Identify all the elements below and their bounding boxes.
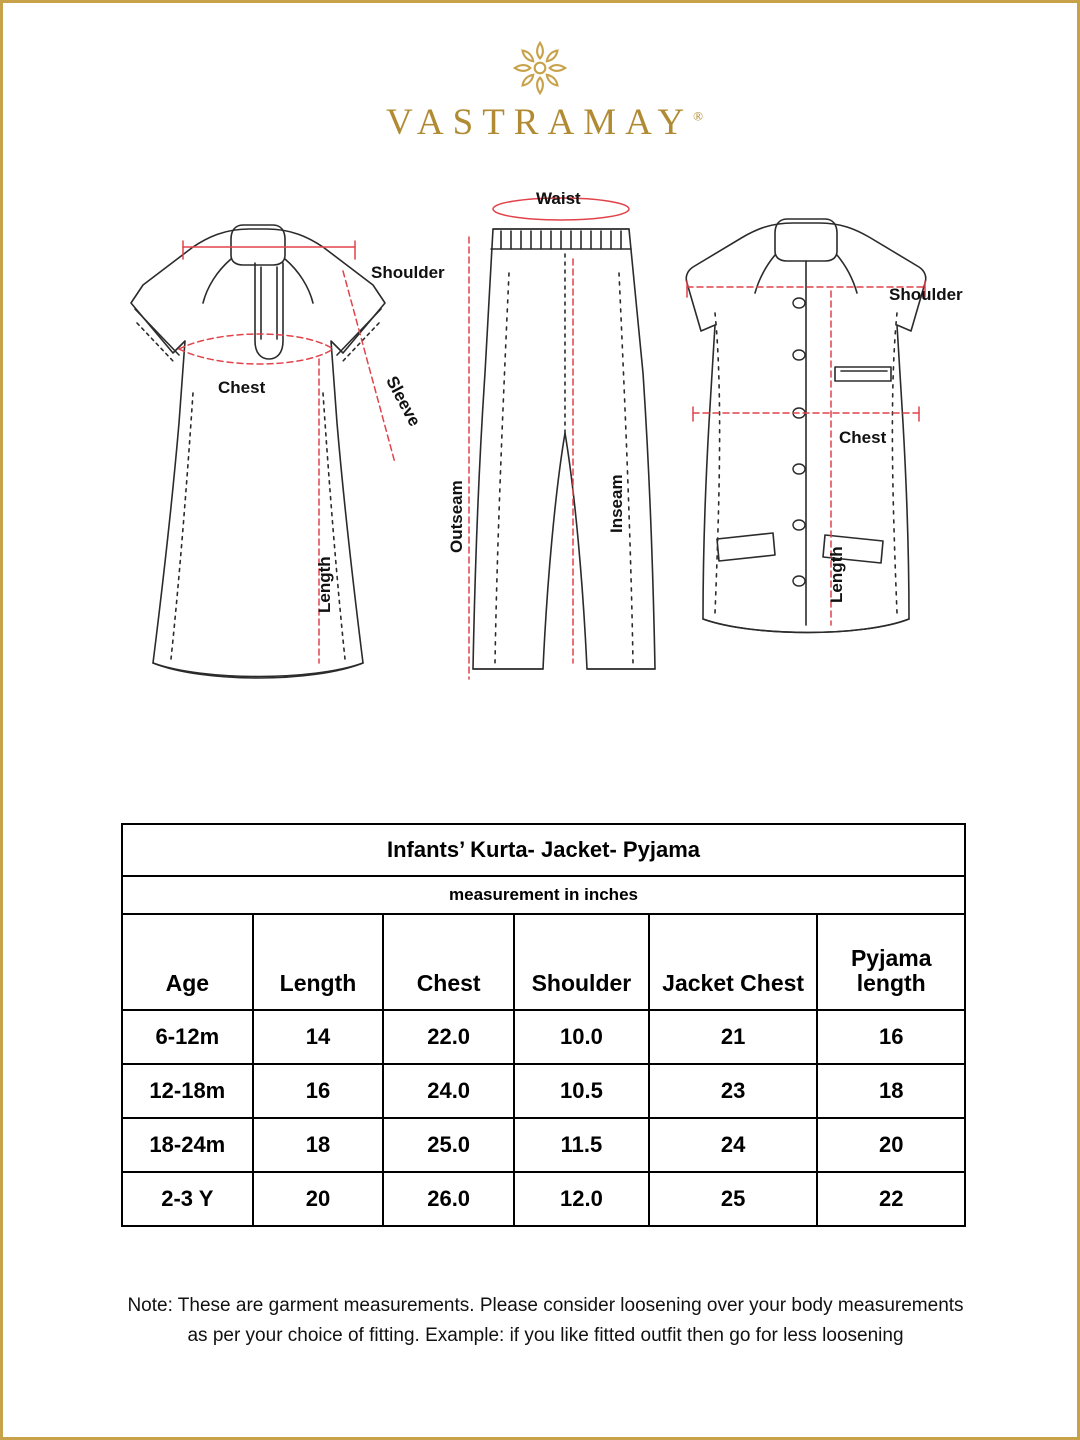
note-line-1: Note: These are garment measurements. Please consider loosening over your body measurements	[127, 1295, 964, 1316]
cell-pyjama-length: 22	[817, 1172, 965, 1226]
cell-length: 16	[253, 1064, 384, 1118]
column-header-length: Length	[253, 914, 384, 1010]
cell-age: 6-12m	[122, 1010, 253, 1064]
pyjama-waist-label: Waist	[536, 189, 581, 208]
garment-line-art	[3, 163, 1080, 783]
cell-length: 20	[253, 1172, 384, 1226]
table-row	[122, 1118, 965, 1172]
registered-mark: ®	[693, 108, 704, 124]
size-table-container	[121, 823, 966, 1227]
kurta-length-label: Length	[315, 556, 334, 613]
cell-length: 18	[253, 1118, 384, 1172]
cell-chest: 26.0	[383, 1172, 514, 1226]
cell-age: 12-18m	[122, 1064, 253, 1118]
garment-illustrations	[3, 163, 1080, 783]
table-row	[122, 1172, 965, 1226]
column-header-jacket-chest: Jacket Chest	[649, 914, 818, 1010]
pyjama-inseam-label: Inseam	[607, 474, 626, 533]
jacket-length-label: Length	[827, 546, 846, 603]
ornamental-star-icon	[509, 37, 571, 99]
cell-age: 2-3 Y	[122, 1172, 253, 1226]
cell-shoulder: 12.0	[514, 1172, 649, 1226]
column-header-chest: Chest	[383, 914, 514, 1010]
table-subtitle-row	[122, 876, 965, 914]
brand-name: VASTRAMAY®	[385, 102, 704, 143]
cell-shoulder: 11.5	[514, 1118, 649, 1172]
column-header-shoulder: Shoulder	[514, 914, 649, 1010]
note-line-2: as per your choice of fitting. Example: if you like fitted outfit then go for less loosening	[187, 1325, 904, 1347]
cell-chest: 25.0	[383, 1118, 514, 1172]
pyjama-outseam-label: Outseam	[447, 480, 466, 553]
kurta-sleeve-label: Sleeve	[382, 373, 425, 430]
table-row	[122, 1010, 965, 1064]
size-table	[121, 823, 966, 1227]
jacket-chest-label: Chest	[839, 428, 887, 447]
jacket-shape	[686, 219, 926, 633]
cell-age: 18-24m	[122, 1118, 253, 1172]
jacket-shoulder-label: Shoulder	[889, 285, 963, 304]
kurta-shoulder-label: Shoulder	[371, 263, 445, 282]
table-header-row	[122, 914, 965, 1010]
table-subtitle: measurement in inches	[122, 876, 965, 914]
cell-shoulder: 10.0	[514, 1010, 649, 1064]
cell-pyjama-length: 16	[817, 1010, 965, 1064]
table-row	[122, 1064, 965, 1118]
kurta-chest-label: Chest	[218, 378, 266, 397]
brand-header	[3, 37, 1077, 144]
kurta-shape	[131, 225, 385, 678]
table-title: Infants’ Kurta- Jacket- Pyjama	[122, 824, 965, 876]
cell-jacket-chest: 25	[649, 1172, 818, 1226]
cell-length: 14	[253, 1010, 384, 1064]
pyjama-shape	[473, 229, 655, 669]
cell-pyjama-length: 20	[817, 1118, 965, 1172]
cell-jacket-chest: 23	[649, 1064, 818, 1118]
column-header-age: Age	[122, 914, 253, 1010]
cell-pyjama-length: 18	[817, 1064, 965, 1118]
cell-jacket-chest: 24	[649, 1118, 818, 1172]
cell-shoulder: 10.5	[514, 1064, 649, 1118]
cell-chest: 22.0	[383, 1010, 514, 1064]
table-title-row	[122, 824, 965, 876]
cell-jacket-chest: 21	[649, 1010, 818, 1064]
column-header-pyjama-length: Pyjama length	[817, 914, 965, 1010]
cell-chest: 24.0	[383, 1064, 514, 1118]
footer-note	[53, 1291, 1038, 1352]
